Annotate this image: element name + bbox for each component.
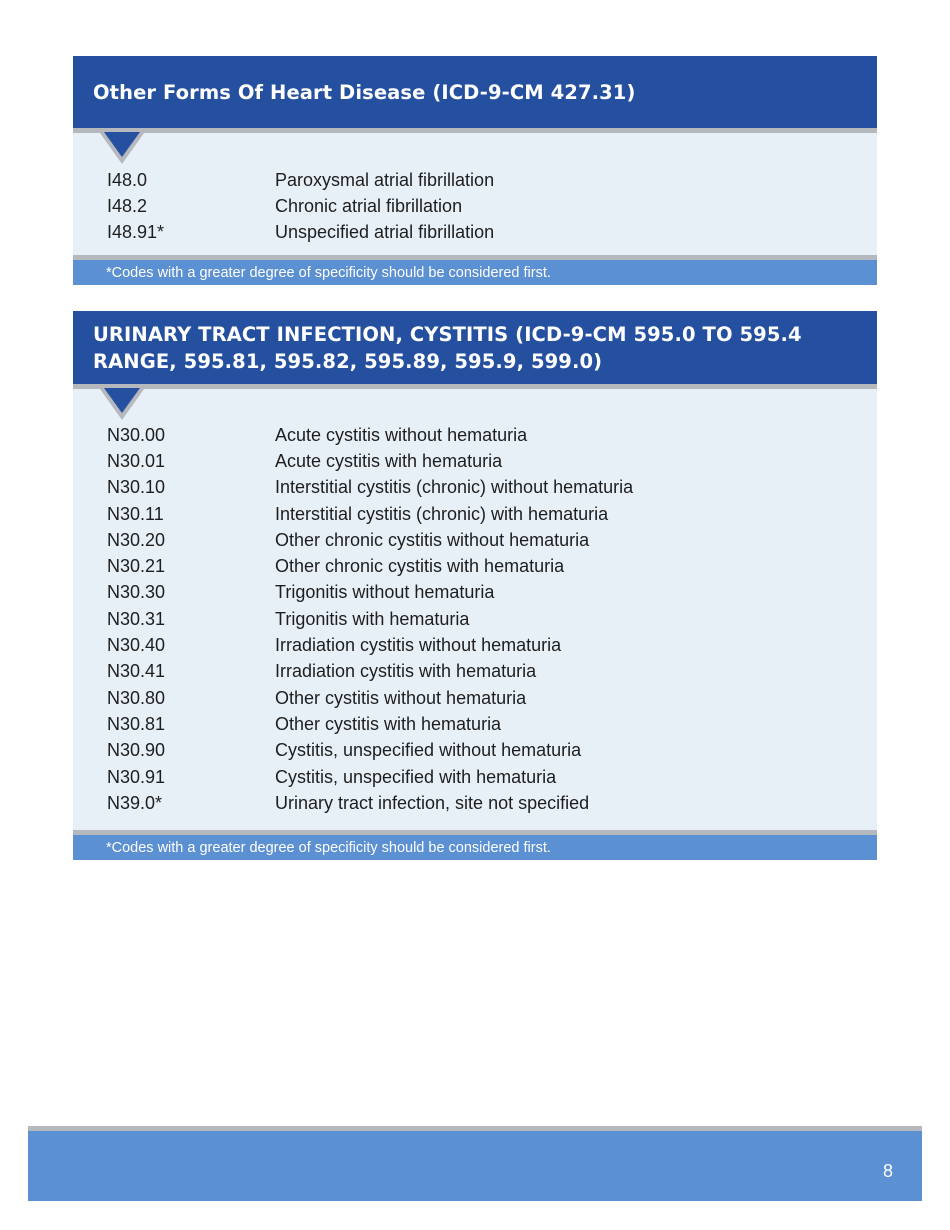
code-row	[73, 553, 877, 579]
heart-disease-codes	[73, 133, 877, 255]
icd-code: N30.81	[107, 713, 166, 734]
heart-disease-section	[73, 56, 877, 285]
icd-code: N30.31	[107, 608, 166, 629]
code-description: Urinary tract infection, site not specified	[275, 792, 590, 813]
code-row	[73, 606, 877, 632]
icd-code: N30.40	[107, 635, 166, 656]
code-description: Other chronic cystitis without hematuria	[275, 529, 590, 550]
uti-header	[73, 311, 877, 389]
code-description: Acute cystitis without hematuria	[275, 424, 528, 445]
code-description: Unspecified atrial fibrillation	[275, 222, 495, 243]
code-row	[73, 659, 877, 685]
code-description: Cystitis, unspecified with hematuria	[275, 766, 557, 787]
icd-code: I48.0	[107, 169, 148, 190]
code-row	[73, 220, 877, 246]
page-footer	[28, 1126, 922, 1201]
code-description: Acute cystitis with hematuria	[275, 450, 503, 471]
code-description: Other chronic cystitis with hematuria	[275, 556, 565, 577]
code-description: Irradiation cystitis without hematuria	[275, 635, 562, 656]
header-pointer	[100, 133, 144, 164]
code-row	[73, 527, 877, 553]
code-row	[73, 764, 877, 790]
icd-code: I48.2	[107, 195, 148, 216]
code-description: Trigonitis with hematuria	[275, 608, 470, 629]
code-description: Interstitial cystitis (chronic) without hematuria	[275, 477, 634, 498]
icd-code: N30.90	[107, 740, 166, 761]
code-row	[73, 738, 877, 764]
uti-title-line-2: RANGE, 595.81, 595.82, 595.89, 595.9, 599.0)	[93, 349, 603, 373]
heart-disease-header	[73, 56, 877, 133]
icd-code: N30.10	[107, 477, 166, 498]
code-description: Chronic atrial fibrillation	[275, 195, 463, 216]
icd-code: N30.20	[107, 529, 166, 550]
code-row	[73, 193, 877, 219]
code-row	[73, 790, 877, 816]
icd-code: N30.30	[107, 582, 166, 603]
code-description: Trigonitis without hematuria	[275, 582, 495, 603]
icd-code: N30.41	[107, 661, 166, 682]
icd-code: N30.01	[107, 450, 166, 471]
uti-title	[93, 321, 802, 375]
uti-section	[73, 311, 877, 860]
icd-code: N30.91	[107, 766, 166, 787]
code-row	[73, 422, 877, 448]
code-description: Paroxysmal atrial fibrillation	[275, 169, 495, 190]
code-description: Cystitis, unspecified without hematuria	[275, 740, 582, 761]
icd-code: N30.11	[107, 503, 164, 524]
code-row	[73, 167, 877, 193]
heart-disease-footnote	[73, 255, 877, 285]
icd-code: N30.21	[107, 556, 166, 577]
icd-code: N39.0*	[107, 792, 163, 813]
code-description: Other cystitis with hematuria	[275, 713, 502, 734]
code-row	[73, 632, 877, 658]
uti-codes	[73, 389, 877, 830]
code-row	[73, 685, 877, 711]
uti-title-line-1: URINARY TRACT INFECTION, CYSTITIS (ICD-9-CM 595.0 TO 595.4	[93, 322, 802, 346]
icd-code: N30.00	[107, 424, 166, 445]
code-row	[73, 448, 877, 474]
uti-footnote	[73, 830, 877, 860]
code-row	[73, 580, 877, 606]
footnote-text: *Codes with a greater degree of specificity should be considered first.	[106, 839, 551, 856]
code-description: Interstitial cystitis (chronic) with hematuria	[275, 503, 609, 524]
icd-code: I48.91*	[107, 222, 165, 243]
icd-code: N30.80	[107, 687, 166, 708]
header-pointer	[100, 389, 144, 420]
code-description: Other cystitis without hematuria	[275, 687, 527, 708]
code-row	[73, 711, 877, 737]
heart-disease-title: Other Forms Of Heart Disease (ICD-9-CM 427.31)	[93, 80, 636, 104]
page-number: 8	[882, 1161, 893, 1181]
code-row	[73, 475, 877, 501]
code-description: Irradiation cystitis with hematuria	[275, 661, 537, 682]
footnote-text: *Codes with a greater degree of specificity should be considered first.	[106, 264, 551, 281]
code-row	[73, 501, 877, 527]
